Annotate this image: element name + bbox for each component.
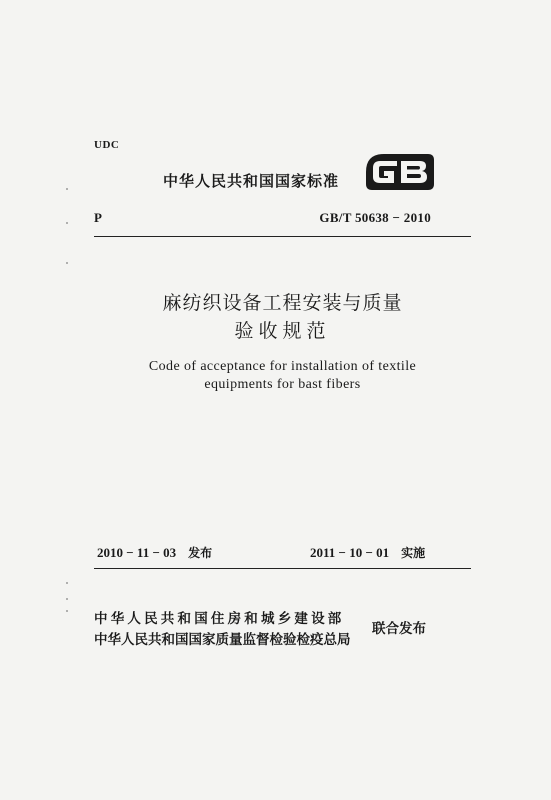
scan-mark: [66, 262, 68, 264]
standard-number: GB/T 50638 − 2010: [319, 210, 431, 225]
scan-mark: [66, 610, 68, 612]
title-block: [94, 290, 471, 394]
standard-type-title: 中华人民共和国国家标准: [163, 172, 340, 190]
footer-divider: [94, 568, 471, 569]
joint-publish-label: 联合发布: [372, 621, 426, 637]
classification-code: P: [94, 210, 102, 225]
issue-date-line: [97, 544, 212, 561]
gb-logo: [364, 150, 436, 194]
scan-mark: [66, 582, 68, 584]
scan-mark: [66, 222, 68, 224]
publisher-line1: 中华人民共和国住房和城乡建设部: [94, 611, 345, 627]
issue-date: 2010 − 11 − 03: [97, 545, 177, 560]
header-divider: [94, 236, 471, 237]
implement-label: 实施: [401, 546, 426, 560]
udc-label: UDC: [94, 139, 120, 151]
implement-date: 2011 − 10 − 01: [310, 545, 390, 560]
title-zh-line1: 麻纺织设备工程安装与质量: [162, 292, 403, 314]
publisher-line2: 中华人民共和国国家质量监督检验检疫总局: [94, 632, 351, 648]
scan-mark: [66, 188, 68, 190]
implement-date-line: [310, 544, 425, 561]
title-en-line2: equipments for bast fibers: [204, 377, 361, 392]
issue-label: 发布: [188, 546, 213, 560]
title-zh-line2: 验收规范: [234, 320, 331, 342]
title-en-line1: Code of acceptance for installation of textile: [148, 359, 417, 374]
scan-mark: [66, 598, 68, 600]
